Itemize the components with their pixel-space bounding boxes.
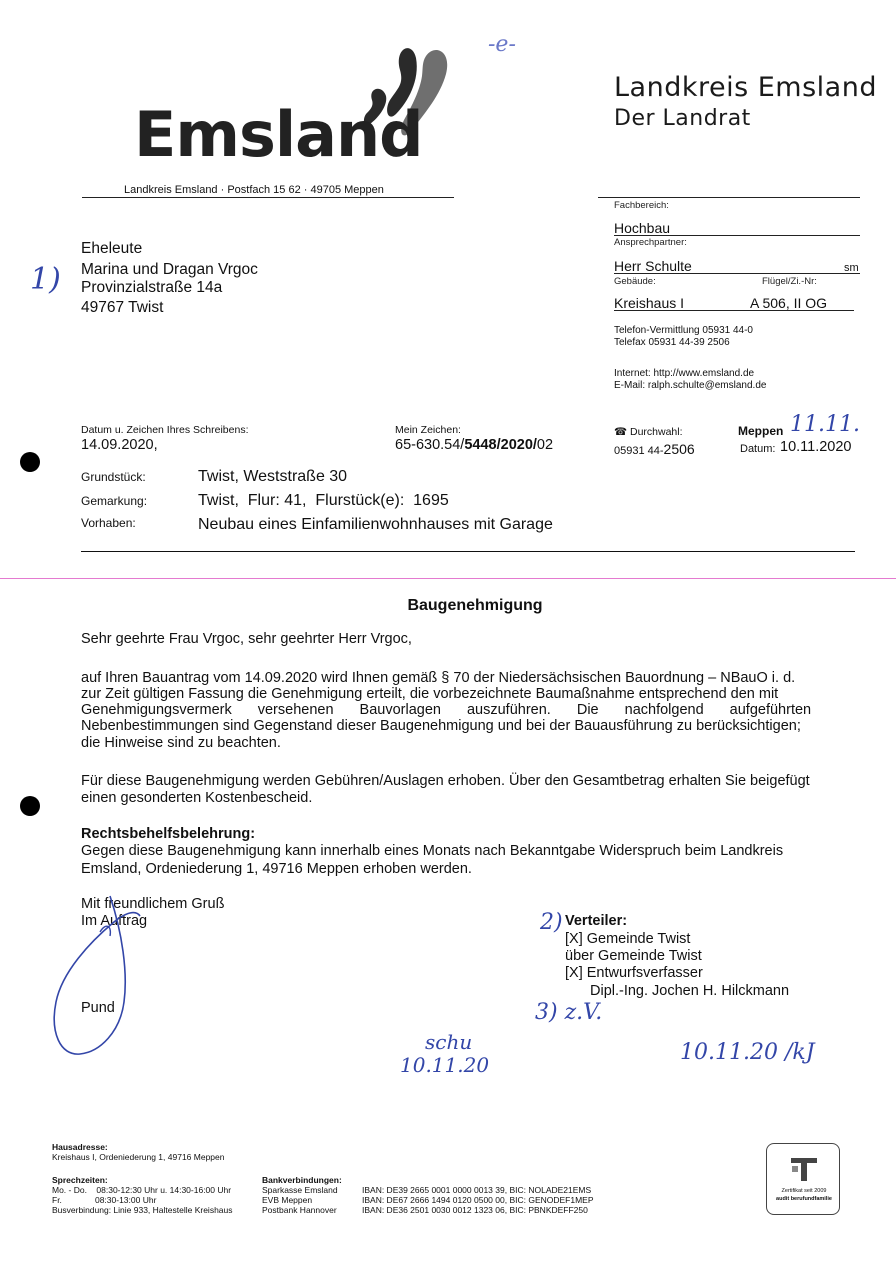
handwritten-mark-3: 3) z.V. — [535, 1000, 603, 1025]
mein-zeichen-label: Mein Zeichen: — [395, 424, 461, 436]
mein-zeichen-value — [395, 437, 553, 453]
handwritten-initials: schu — [425, 1030, 473, 1054]
handwritten-date-meppen: 11.11. — [790, 412, 860, 437]
para1-line-3: Genehmigungsvermerk versehenen Bauvorlagen auszuführen. Die nachfolgend aufgeführten — [81, 702, 812, 718]
durchwahl-label: ☎ Durchwahl: — [614, 426, 683, 438]
handwritten-mark-1: 1) — [30, 262, 61, 297]
para1-line-5: die Hinweise sind zu beachten. — [81, 735, 281, 751]
ansprechpartner-value: Herr Schulte — [614, 258, 692, 274]
footer-iban-2: IBAN: DE67 2666 1494 0120 0500 00, BIC: GENODEF1MEP — [362, 1195, 594, 1205]
audit-logo-icon — [789, 1154, 819, 1184]
footer-bank-2: EVB Meppen — [262, 1195, 313, 1205]
signature-scribble — [40, 892, 180, 1072]
emsland-logo-text: Emsland — [134, 98, 423, 171]
handwritten-date-2: 10.11.20 /kJ — [680, 1040, 815, 1065]
footer-bank-3: Postbank Hannover — [262, 1205, 337, 1215]
rechtsbehelf-heading: Rechtsbehelfsbelehrung: — [81, 826, 256, 842]
para2-line-1: Für diese Baugenehmigung werden Gebühren/Auslagen erhoben. Über den Gesamtbetrag erhalten Sie beigefügt — [81, 773, 810, 789]
ansprechpartner-label: Ansprechpartner: — [614, 237, 687, 248]
fold-mark-line — [0, 578, 896, 579]
closing-im-auftrag: Im Auftrag — [81, 913, 148, 929]
ihr-zeichen-value: 14.09.2020, — [81, 437, 158, 453]
durchwahl-extension: 2506 — [663, 441, 695, 457]
telefon-vermittlung: Telefon-Vermittlung 05931 44-0 — [614, 325, 753, 336]
document-title: Baugenehmigung — [407, 597, 543, 614]
recipient-line-2: Marina und Dragan Vrgoc — [81, 261, 258, 278]
gebaeude-rule — [614, 310, 854, 311]
gemarkung-label: Gemarkung: — [81, 494, 148, 508]
fachbereich-rule — [614, 235, 860, 236]
grundstueck-label: Grundstück: — [81, 470, 146, 484]
verteiler-line-2: über Gemeinde Twist — [565, 948, 702, 964]
recipient-line-3: Provinzialstraße 14a — [81, 279, 223, 296]
para1-line-2: zur Zeit gültigen Fassung die Genehmigung erteilt, die vorbezeichnete Baumaßnahme entsprechend den mit — [81, 686, 779, 702]
audit-certificate-badge — [766, 1143, 840, 1215]
signer-name: Pund — [81, 1000, 115, 1016]
vorhaben-label: Vorhaben: — [81, 516, 136, 530]
verteiler-heading: Verteiler: — [565, 913, 628, 929]
durchwahl-prefix: 05931 44- — [614, 445, 664, 457]
mein-zeichen-suffix: 02 — [536, 437, 554, 453]
cert-line-2: audit berufundfamilie — [776, 1196, 832, 1202]
salutation: Sehr geehrte Frau Vrgoc, sehr geehrter Herr Vrgoc, — [81, 631, 412, 647]
verteiler-line-1: [X] Gemeinde Twist — [565, 931, 691, 947]
mein-zeichen-bold: 5448/2020/ — [464, 437, 537, 453]
footer-bank-1: Sparkasse Emsland — [262, 1185, 338, 1195]
internet-link: Internet: http://www.emsland.de — [614, 368, 755, 379]
telefax: Telefax 05931 44-39 2506 — [614, 337, 730, 348]
footer-bank-label: Bankverbindungen: — [262, 1175, 342, 1185]
cert-line-1: Zertifikat seit 2009 — [781, 1188, 827, 1194]
org-name: Landkreis Emsland — [614, 72, 877, 103]
hole-punch-mark-2 — [20, 796, 40, 816]
fluegel-label: Flügel/Zi.-Nr: — [762, 276, 817, 287]
ansprechpartner-code: sm — [844, 262, 859, 274]
footer-sprech-1: Mo. - Do. 08:30-12:30 Uhr u. 14:30-16:00 Uhr — [52, 1185, 232, 1195]
durchwahl-value — [614, 441, 695, 457]
fachbereich-value: Hochbau — [614, 220, 671, 236]
para1-line-1: auf Ihren Bauantrag vom 14.09.2020 wird Ihnen gemäß § 70 der Niedersächsischen Bauordnung – NBauO i. d. — [81, 670, 796, 686]
raum-value: A 506, II OG — [750, 295, 828, 311]
handwritten-top-mark: -e- — [488, 32, 516, 57]
mein-zeichen-prefix: 65-630.54/ — [395, 437, 465, 453]
verteiler-line-3: [X] Entwurfsverfasser — [565, 965, 703, 981]
gebaeude-label: Gebäude: — [614, 276, 656, 287]
email-link: E-Mail: ralph.schulte@emsland.de — [614, 380, 767, 391]
grundstueck-value: Twist, Weststraße 30 — [198, 468, 348, 485]
footer-sprech-2: Fr. 08:30-13:00 Uhr — [52, 1195, 157, 1205]
footer-iban-1: IBAN: DE39 2665 0001 0000 0013 39, BIC: NOLADE21EMS — [362, 1185, 592, 1195]
recipient-line-4: 49767 Twist — [81, 299, 164, 316]
contact-top-rule — [598, 197, 860, 198]
footer-haus-label: Hausadresse: — [52, 1142, 108, 1152]
footer-iban-3: IBAN: DE36 2501 0030 0012 1323 06, BIC: PBNKDEFF250 — [362, 1205, 588, 1215]
handwritten-mark-2: 2) — [540, 910, 563, 935]
hole-punch-mark — [20, 452, 40, 472]
ihr-zeichen-label: Datum u. Zeichen Ihres Schreibens: — [81, 424, 249, 436]
rechtsbehelf-line-1: Gegen diese Baugenehmigung kann innerhalb eines Monats nach Bekanntgabe Widerspruch beim Landkreis — [81, 843, 784, 859]
datum-value: 10.11.2020 — [780, 439, 852, 455]
vorhaben-value: Neubau eines Einfamilienwohnhauses mit Garage — [198, 516, 553, 533]
return-address: Landkreis Emsland · Postfach 15 62 · 49705 Meppen — [124, 184, 384, 196]
gebaeude-value: Kreishaus I — [614, 295, 685, 311]
handwritten-date-1: 10.11.20 — [400, 1053, 490, 1077]
closing-greeting: Mit freundlichem Gruß — [81, 896, 225, 912]
datum-label: Datum: — [740, 443, 776, 455]
subject-rule — [81, 551, 855, 552]
para1-line-4: Nebenbestimmungen sind Gegenstand dieser Baugenehmigung und bei der Bauausführung zu berücksichtigen; — [81, 718, 801, 734]
recipient-line-1: Eheleute — [81, 240, 143, 257]
verteiler-line-4: Dipl.-Ing. Jochen H. Hilckmann — [590, 983, 790, 999]
footer-sprech-3: Busverbindung: Linie 933, Haltestelle Kreishaus — [52, 1205, 233, 1215]
gemarkung-value: Twist, Flur: 41, Flurstück(e): 1695 — [198, 492, 449, 509]
para2-line-2: einen gesonderten Kostenbescheid. — [81, 790, 313, 806]
footer-haus: Kreishaus I, Ordeniederung 1, 49716 Meppen — [52, 1152, 225, 1162]
city-label: Meppen — [738, 424, 784, 438]
fachbereich-label: Fachbereich: — [614, 200, 669, 211]
return-address-rule — [82, 197, 454, 198]
ansprechpartner-rule — [614, 273, 860, 274]
footer-sprech-label: Sprechzeiten: — [52, 1175, 108, 1185]
org-subtitle: Der Landrat — [614, 106, 751, 131]
rechtsbehelf-line-2: Emsland, Ordeniederung 1, 49716 Meppen erhoben werden. — [81, 861, 472, 877]
